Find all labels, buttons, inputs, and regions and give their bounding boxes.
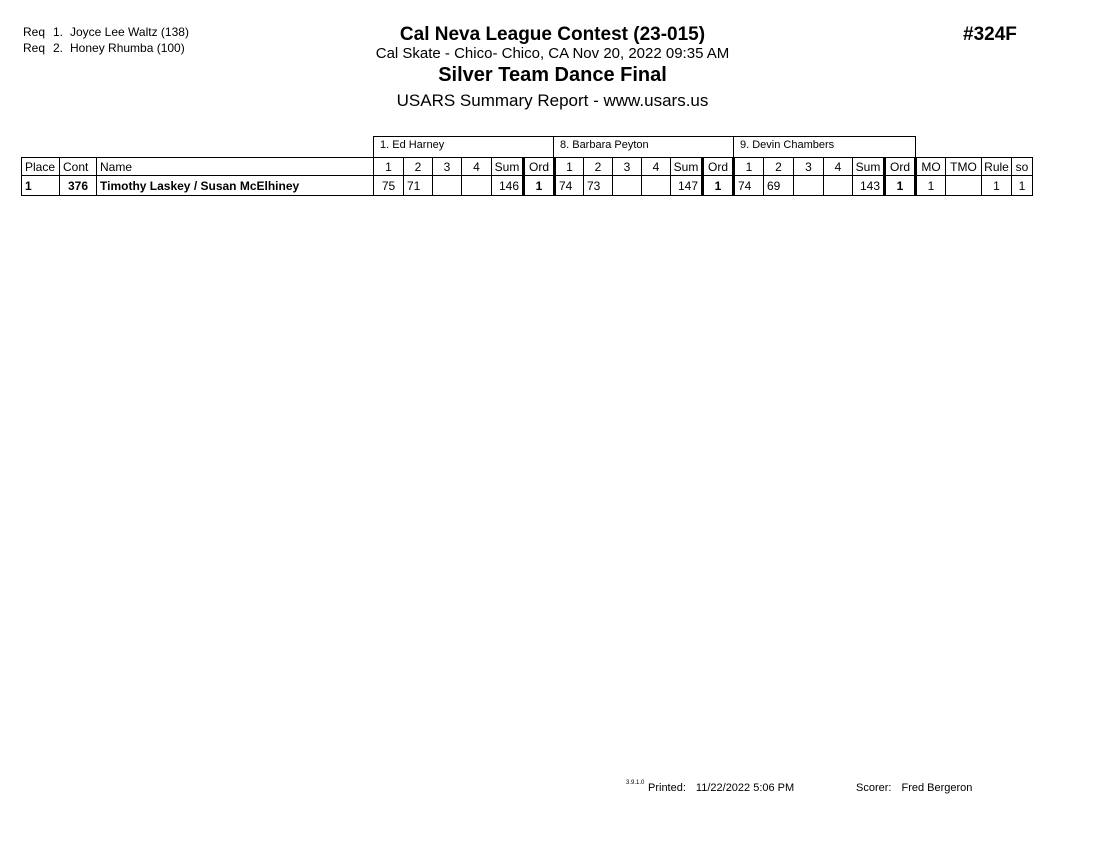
request-number: 1. (53, 25, 64, 39)
header-rule: Rule (982, 158, 1012, 176)
header-j1-ord: Ord (524, 158, 555, 176)
header-j3-sum: Sum (853, 158, 885, 176)
request-line-1 (23, 25, 189, 39)
scorer-value: Fred Bergeron (901, 782, 973, 794)
summary-table (21, 157, 1033, 196)
row-name: Timothy Laskey / Susan McElhiney (97, 176, 374, 196)
request-label: Req (23, 41, 46, 55)
event-title: Silver Team Dance Final (438, 64, 667, 86)
header-j1-sum: Sum (492, 158, 524, 176)
header-j2-s1: 1 (555, 158, 584, 176)
row-j2-s1: 74 (555, 176, 584, 196)
header-j2-s2: 2 (584, 158, 613, 176)
header-j2-sum: Sum (671, 158, 703, 176)
row-j2-s3 (613, 176, 642, 196)
printed-label: Printed: (648, 782, 686, 794)
header-place: Place (22, 158, 60, 176)
scorer-info (856, 782, 972, 794)
header-j3-s1: 1 (734, 158, 764, 176)
row-j3-s3 (794, 176, 824, 196)
header-j3-ord: Ord (885, 158, 916, 176)
header-cont: Cont (60, 158, 97, 176)
judge-header-2: 8. Barbara Peyton (553, 136, 734, 158)
row-j1-ord: 1 (524, 176, 555, 196)
row-j3-ord: 1 (885, 176, 916, 196)
row-j3-s1: 74 (734, 176, 764, 196)
header-j3-s2: 2 (764, 158, 794, 176)
software-version: 3.9.1.0 (626, 780, 645, 786)
header-mo: MO (916, 158, 946, 176)
printed-value: 11/22/2022 5:06 PM (695, 782, 795, 794)
row-j2-s4 (642, 176, 671, 196)
header-j1-s3: 3 (433, 158, 462, 176)
table-row (22, 176, 1033, 196)
header-so: so (1012, 158, 1033, 176)
request-label: Req (23, 25, 46, 39)
row-j1-s1: 75 (374, 176, 404, 196)
contest-title: Cal Neva League Contest (23-015) (399, 24, 706, 45)
row-tmo (946, 176, 982, 196)
header-j2-s4: 4 (642, 158, 671, 176)
row-j3-s2: 69 (764, 176, 794, 196)
judge-header-1: 1. Ed Harney (373, 136, 554, 158)
header-j1-s1: 1 (374, 158, 404, 176)
row-j1-s3 (433, 176, 462, 196)
header-j2-ord: Ord (703, 158, 734, 176)
row-mo: 1 (916, 176, 946, 196)
table-header-row (22, 158, 1033, 176)
header-tmo: TMO (946, 158, 982, 176)
request-line-2 (23, 41, 185, 55)
header-j1-s4: 4 (462, 158, 492, 176)
row-j2-s2: 73 (584, 176, 613, 196)
request-text: Honey Rhumba (100) (70, 41, 185, 55)
row-so: 1 (1012, 176, 1033, 196)
event-number: #324F (963, 24, 1017, 45)
report-title: USARS Summary Report - www.usars.us (396, 91, 709, 110)
row-j1-s4 (462, 176, 492, 196)
row-j1-sum: 146 (492, 176, 524, 196)
row-cont: 376 (60, 176, 97, 196)
header-j1-s2: 2 (404, 158, 433, 176)
row-j3-s4 (824, 176, 853, 196)
header-name: Name (97, 158, 374, 176)
judge-header-3: 9. Devin Chambers (733, 136, 916, 158)
header-j2-s3: 3 (613, 158, 642, 176)
request-text: Joyce Lee Waltz (138) (70, 25, 189, 39)
row-j2-ord: 1 (703, 176, 734, 196)
row-place: 1 (22, 176, 60, 196)
row-j1-s2: 71 (404, 176, 433, 196)
printed-info (648, 782, 794, 794)
row-rule: 1 (982, 176, 1012, 196)
request-number: 2. (53, 41, 64, 55)
row-j2-sum: 147 (671, 176, 703, 196)
scorer-label: Scorer: (856, 782, 892, 794)
row-j3-sum: 143 (853, 176, 885, 196)
header-j3-s4: 4 (824, 158, 853, 176)
header-j3-s3: 3 (794, 158, 824, 176)
venue-date: Cal Skate - Chico- Chico, CA Nov 20, 2022 09:35 AM (375, 45, 730, 62)
